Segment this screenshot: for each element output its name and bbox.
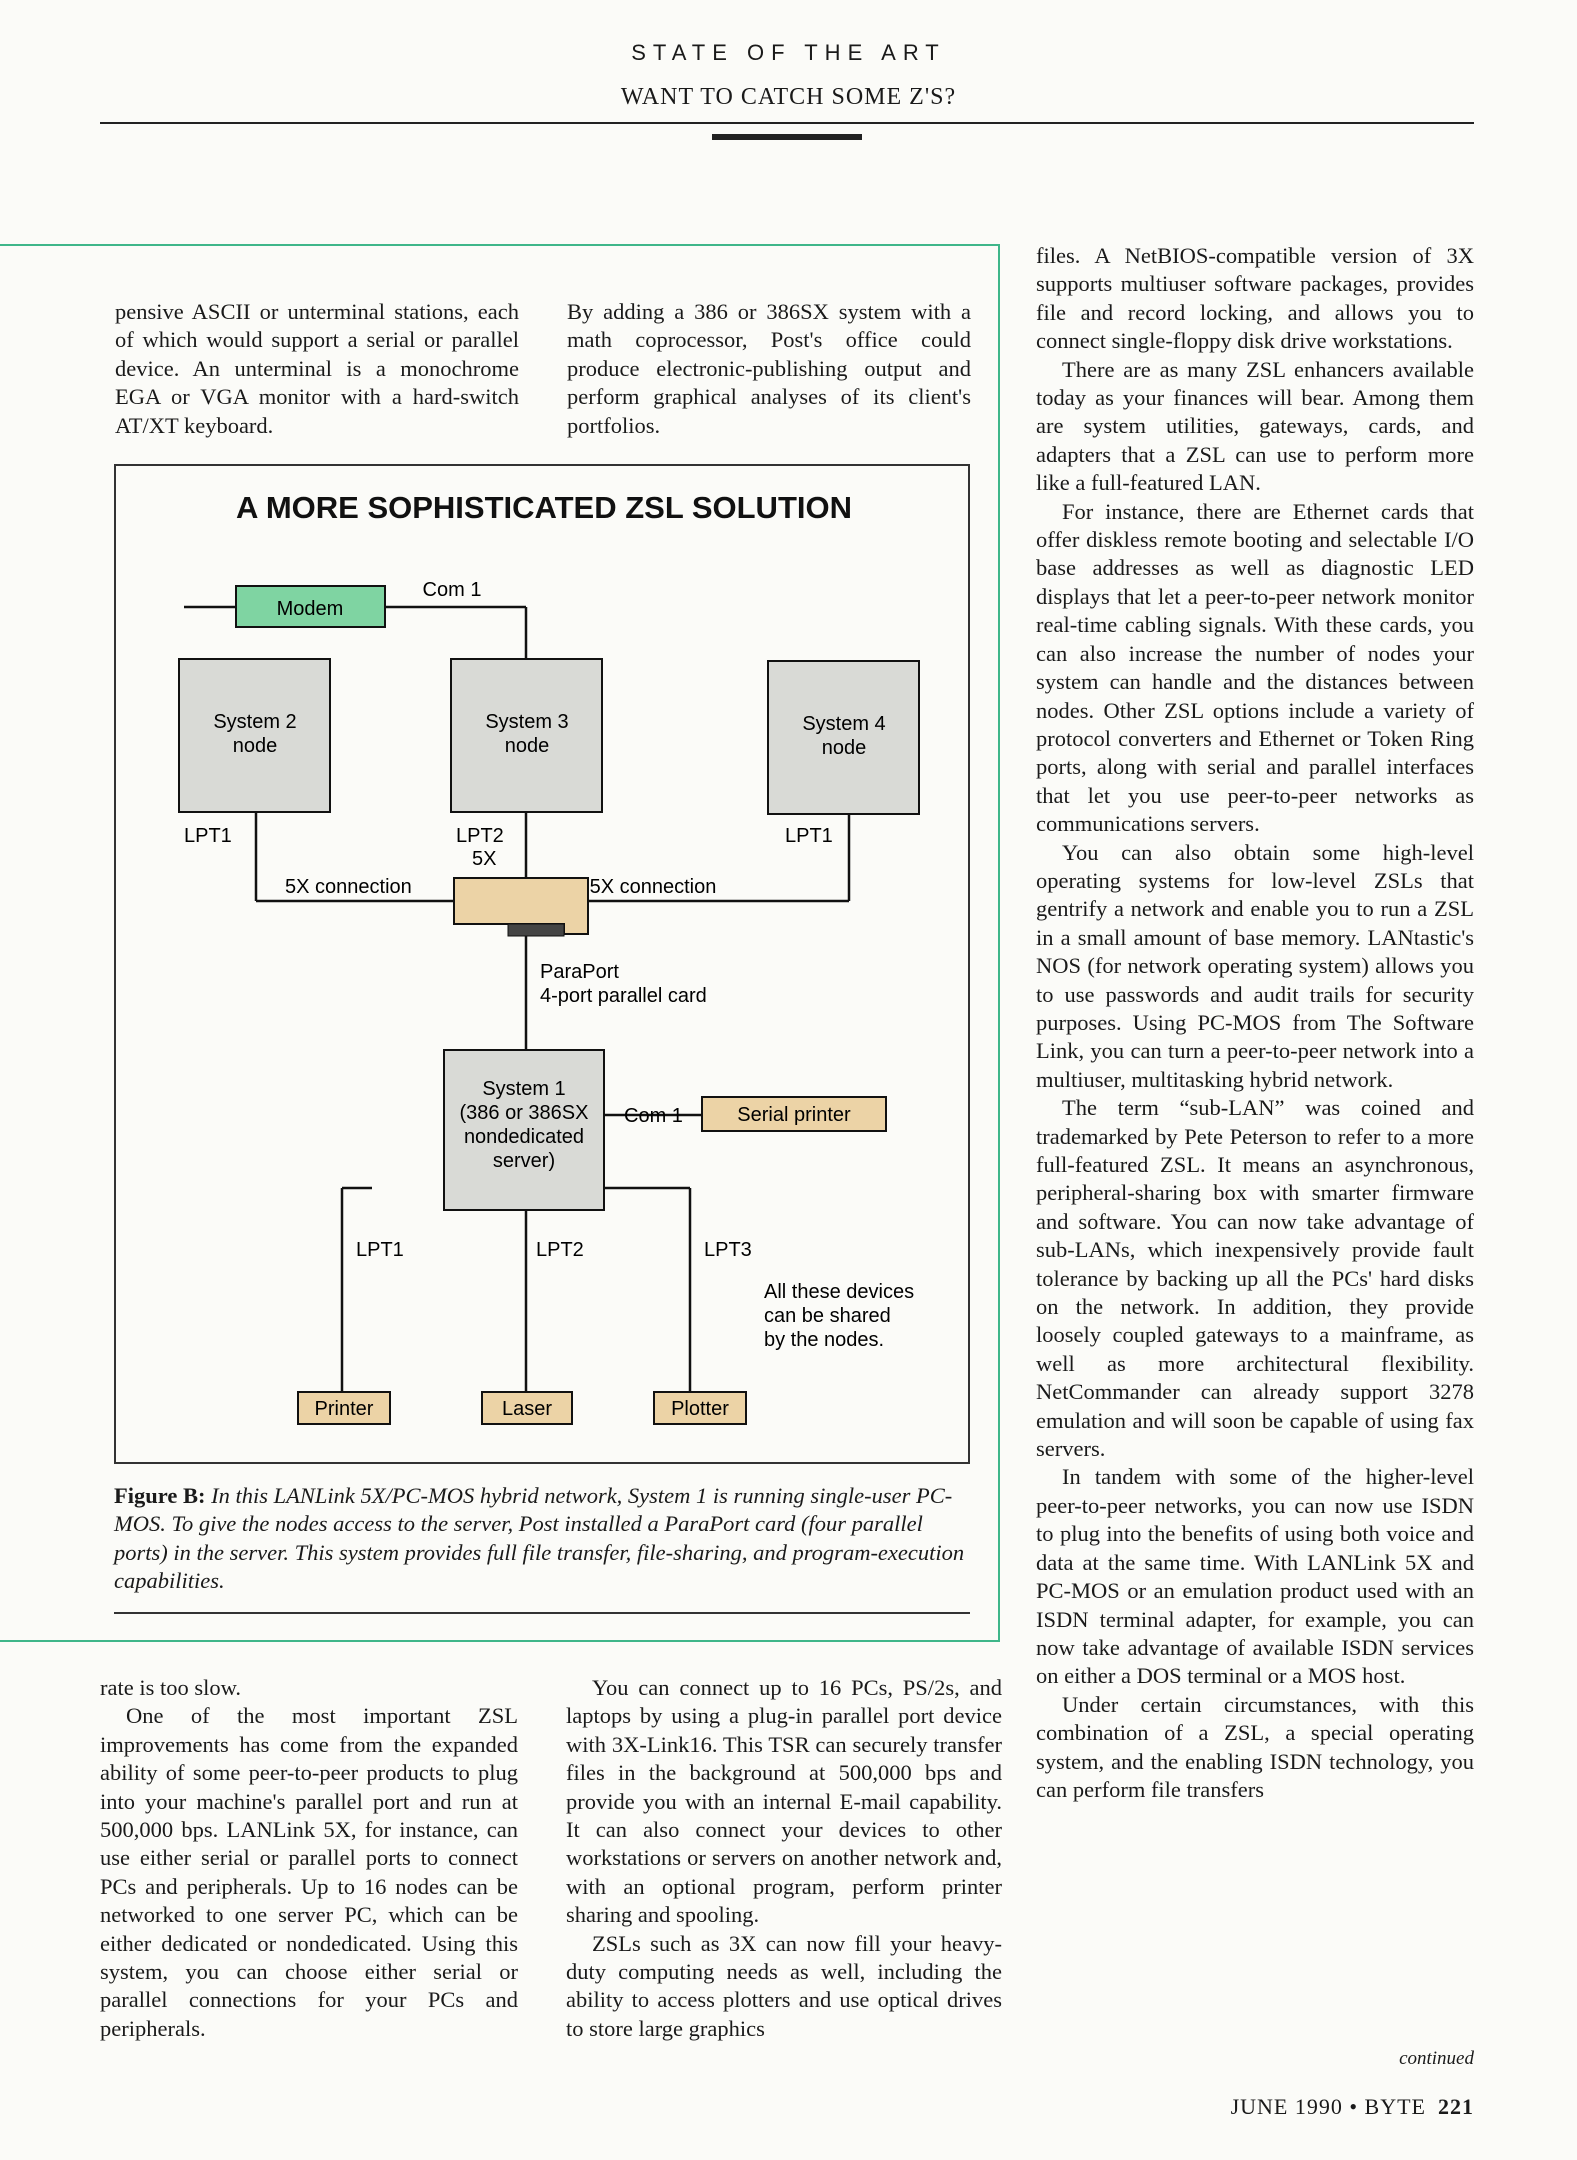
system2-label: node	[232, 735, 278, 757]
paraport-label: ParaPort	[540, 961, 619, 983]
conn-right-label: 5X connection	[589, 876, 717, 898]
header-rule-bar	[712, 134, 862, 140]
system3-label: node	[504, 735, 550, 757]
paragraph: In tandem with some of the higher-level peer-to-peer networks, you can now use ISDN to plug into the benefits of using both voice and data at the same time. With LANLink 5X and PC-MOS or an emulation product used with an ISDN terminal adapter, for example, you can now take advantage of available ISDN services on either a DOS terminal or a MOS host.	[1036, 1464, 1474, 1689]
figure-caption	[114, 1482, 974, 1596]
com1-bottom-label: Com 1	[624, 1105, 683, 1127]
system1-label: nondedicated	[463, 1126, 585, 1148]
lpt1-bottom-label: LPT1	[356, 1239, 404, 1261]
system1-label: server)	[492, 1150, 556, 1172]
network-diagram	[116, 466, 972, 1466]
paragraph: You can also obtain some high-level operating systems for low-level ZSLs that gentrify a network and enable you to run a ZSL in a small amount of base memory. LANtastic's NOS (for network operating system) allows you to use passwords and audit trails for security purposes. Using PC-MOS from The Software Link, you can turn a peer-to-peer network into a multiuser, multitasking hybrid network.	[1036, 839, 1474, 1092]
sidebar-text-col1	[115, 298, 519, 440]
fivex-label: 5X	[472, 848, 497, 870]
shared-note: All these devices	[764, 1281, 915, 1303]
printer-label: Printer	[314, 1398, 374, 1420]
lpt2-bottom-label: LPT2	[536, 1239, 584, 1261]
com1-top-label: Com 1	[422, 579, 482, 601]
sidebar-paragraph: pensive ASCII or unterminal stations, each of which would support a serial or parallel device. An unterminal is a monochrome EGA or VGA monitor with a hard-switch AT/XT keyboard.	[115, 299, 519, 438]
caption-rule	[114, 1612, 970, 1614]
plotter-label: Plotter	[671, 1398, 729, 1420]
system4-label: System 4	[802, 713, 886, 735]
paragraph: For instance, there are Ethernet cards that offer diskless remote booting and selectable I/O base addresses as well as diagnostic LED displays that let a peer-to-peer network monitor real-time cabling signals. With these cards, you can also increase the number of nodes your system can handle and the distances between nodes. Other ZSL options include a variety of protocol converters and Ethernet or Token Ring ports, along with serial and parallel interfaces that let you use peer-to-peer networks as communications servers.	[1036, 498, 1474, 837]
lpt2-mid-label: LPT2	[456, 825, 504, 847]
page-number: 221	[1438, 2094, 1474, 2119]
article-col-right	[1036, 242, 1474, 1804]
article-col-middle	[566, 1674, 1002, 2043]
paragraph: Under certain circumstances, with this combination of a ZSL, a special operating system, and the enabling ISDN technology, you can perform file transfers	[1036, 1691, 1474, 1802]
paragraph: There are as many ZSL enhancers available today as your finances will bear. Among them are system utilities, gateways, cards, and adapters that a ZSL can use to perform more like a full-featured LAN.	[1036, 356, 1474, 496]
paragraph: rate is too slow.	[100, 1675, 242, 1700]
conn-left-label: 5X connection	[285, 876, 412, 898]
paragraph: The term “sub-LAN” was coined and trademarked by Pete Peterson to refer to a more full-featured ZSL. It means an asynchronous, peripheral-sharing box with smarter firmware and software. You can now take advantage of sub-LANs, which inexpensively provide fault tolerance by backing up all the PCs' hard disks on the network. In addition, they provide loosely coupled gateways to a mainframe, as well as more architectural flexibility. NetCommander can already support 3278 emulation and will soon be capable of using fax servers.	[1036, 1095, 1474, 1462]
figure-title: A MORE SOPHISTICATED ZSL SOLUTION	[235, 490, 853, 525]
sidebar-paragraph: By adding a 386 or 386SX system with a math coprocessor, Post's office could produce electronic-publishing output and perform graphical analyses of its client's portfolios.	[567, 299, 971, 438]
paraport-edge-connector	[508, 924, 564, 936]
modem-label: Modem	[276, 598, 344, 620]
paragraph: files. A NetBIOS-compatible version of 3X supports multiuser software packages, provides file and record locking, and allows you to connect single-floppy disk drive workstations.	[1036, 243, 1474, 354]
system1-label: (386 or 386SX	[459, 1102, 589, 1124]
paraport-label: 4-port parallel card	[540, 985, 707, 1007]
serial-printer-label: Serial printer	[737, 1104, 851, 1126]
paragraph: One of the most important ZSL improvements has come from the expanded ability of some peer-to-peer products to plug into your machine's parallel port and run at 500,000 bps. LANLink 5X, for instance, can use either serial or parallel ports to connect PCs and peripherals. Up to 16 nodes can be networked to one server PC, which can be either dedicated or nondedicated. Using this system, you can choose either serial or parallel connections for your PCs and peripherals.	[100, 1703, 518, 2041]
section-kicker: STATE OF THE ART	[631, 40, 946, 65]
shared-note: can be shared	[764, 1305, 891, 1327]
system1-label: System 1	[482, 1078, 566, 1100]
sidebar-text-col2	[567, 298, 971, 440]
caption-label: Figure B:	[114, 1483, 206, 1508]
lpt3-bottom-label: LPT3	[704, 1239, 752, 1261]
paragraph: ZSLs such as 3X can now fill your heavy-duty computing needs as well, including the ability to access plotters and use optical drives to store large graphics	[566, 1930, 1002, 2041]
paragraph: You can connect up to 16 PCs, PS/2s, and laptops by using a plug-in parallel port device with 3X-Link16. This TSR can securely transfer files in the background at 500,000 bps and provide you with an internal E-mail capability. It can also connect your devices to other workstations or servers on another network and, with an optional program, perform printer sharing and spooling.	[566, 1675, 1002, 1928]
page-footer	[1100, 2094, 1474, 2120]
system4-label: node	[821, 737, 867, 759]
shared-note: by the nodes.	[764, 1329, 885, 1351]
footer-date-magazine: JUNE 1990 • BYTE	[1230, 2094, 1426, 2119]
system3-label: System 3	[485, 711, 569, 733]
header-rule	[100, 122, 1474, 124]
system2-label: System 2	[213, 711, 297, 733]
continued-marker: continued	[1399, 2048, 1474, 2069]
figure-b	[114, 464, 970, 1464]
caption-text: In this LANLink 5X/PC-MOS hybrid network, System 1 is running single-user PC-MOS. To give the nodes access to the server, Post installed a ParaPort card (four parallel ports) in the server. This system provides full file transfer, file-sharing, and program-execution capabilities.	[114, 1483, 965, 1594]
article-headline: WANT TO CATCH SOME Z'S?	[620, 84, 957, 110]
article-col-left	[100, 1674, 518, 2043]
laser-label: Laser	[501, 1398, 553, 1420]
lpt1-right-label: LPT1	[785, 825, 833, 847]
lpt1-left-label: LPT1	[184, 825, 232, 847]
